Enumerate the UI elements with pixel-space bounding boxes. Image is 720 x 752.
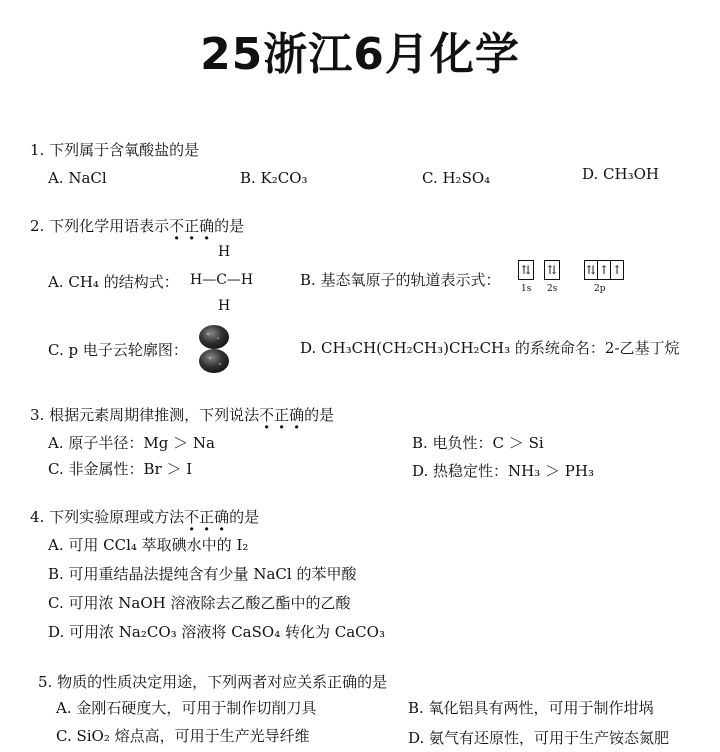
q4-stem-pre: 4. 下列实验原理或方法 xyxy=(30,508,185,526)
q2-emph-1: 不 xyxy=(169,217,185,235)
orbital-2p-box-1: ⇅ xyxy=(585,263,597,277)
q2-option-b: B. 基态氧原子的轨道表示式： xyxy=(300,271,501,289)
struct-h-c-h: H—C—H xyxy=(190,272,254,288)
q5-option-d: D. 氨气有还原性，可用于生产铵态氮肥 xyxy=(408,729,670,747)
orbital-1s xyxy=(518,260,534,280)
q1-option-d: D. CH₃OH xyxy=(582,165,659,183)
orbital-1s-box: ⇅ xyxy=(520,263,532,277)
orbital-label-2s: 2s xyxy=(547,284,558,294)
q3-emph-2: 正 xyxy=(274,406,290,424)
q4-option-a: A. 可用 CCl₄ 萃取碘水中的 I₂ xyxy=(48,536,249,554)
q3-option-d: D. 热稳定性：NH₃ ＞ PH₃ xyxy=(412,462,594,480)
q2-emph-2: 正 xyxy=(184,217,200,235)
q1-stem: 1. 下列属于含氧酸盐的是 xyxy=(30,141,200,159)
q5-option-b: B. 氧化铝具有两性，可用于制作坩埚 xyxy=(408,699,654,717)
orbital-label-2p: 2p xyxy=(594,284,606,294)
q3-stem xyxy=(30,405,334,425)
q4-stem-post: 的是 xyxy=(229,508,260,526)
struct-h-bottom: H xyxy=(218,298,231,314)
q4-emph-1: 不 xyxy=(184,508,200,526)
q3-option-a: A. 原子半径：Mg ＞ Na xyxy=(48,434,215,452)
q4-option-d: D. 可用浓 Na₂CO₃ 溶液将 CaSO₄ 转化为 CaCO₃ xyxy=(48,623,385,641)
q3-option-b: B. 电负性：C ＞ Si xyxy=(412,434,544,452)
q5-option-a: A. 金刚石硬度大，可用于制作切削刀具 xyxy=(56,699,317,717)
q3-stem-pre: 3. 根据元素周期律推测，下列说法 xyxy=(30,406,260,424)
page-title: 25浙江6月化学 xyxy=(200,29,520,80)
p-orbital-icon xyxy=(196,324,232,374)
orbital-2p-box-3: ↑ xyxy=(611,263,623,277)
q4-option-b: B. 可用重结晶法提纯含有少量 NaCl 的苯甲酸 xyxy=(48,565,357,583)
q2-emph-3: 确 xyxy=(199,217,215,235)
q2-stem-post: 的是 xyxy=(214,217,245,235)
orbital-2s-box: ⇅ xyxy=(546,263,558,277)
orbital-2s xyxy=(544,260,560,280)
orbital-2p-box-2: ↑ xyxy=(598,263,610,277)
orbital-label-1s: 1s xyxy=(521,284,532,294)
struct-h-top: H xyxy=(218,244,231,260)
q3-stem-post: 的是 xyxy=(304,406,335,424)
q4-stem xyxy=(30,507,259,527)
q3-emph-1: 不 xyxy=(259,406,275,424)
q3-emph-3: 确 xyxy=(289,406,305,424)
q1-option-c: C. H₂SO₄ xyxy=(422,169,491,187)
orbital-2p xyxy=(584,260,624,280)
q4-option-c: C. 可用浓 NaOH 溶液除去乙酸乙酯中的乙酸 xyxy=(48,594,351,612)
q1-option-b: B. K₂CO₃ xyxy=(240,169,308,187)
q2-stem xyxy=(30,216,244,236)
q5-stem: 5. 物质的性质决定用途，下列两者对应关系正确的是 xyxy=(38,673,388,691)
ch4-structural-formula xyxy=(190,244,260,314)
q3-option-c: C. 非金属性：Br ＞ I xyxy=(48,460,193,478)
q2-stem-pre: 2. 下列化学用语表示 xyxy=(30,217,170,235)
q1-option-a: A. NaCl xyxy=(48,169,107,187)
q4-emph-2: 正 xyxy=(199,508,215,526)
q2-option-c: C. p 电子云轮廓图： xyxy=(48,341,188,359)
q5-option-c: C. SiO₂ 熔点高，可用于生产光导纤维 xyxy=(56,727,310,745)
q2-option-d: D. CH₃CH(CH₂CH₃)CH₂CH₃ 的系统命名：2-乙基丁烷 xyxy=(300,339,680,357)
q4-emph-3: 确 xyxy=(214,508,230,526)
q2-option-a: A. CH₄ 的结构式： xyxy=(48,273,179,291)
